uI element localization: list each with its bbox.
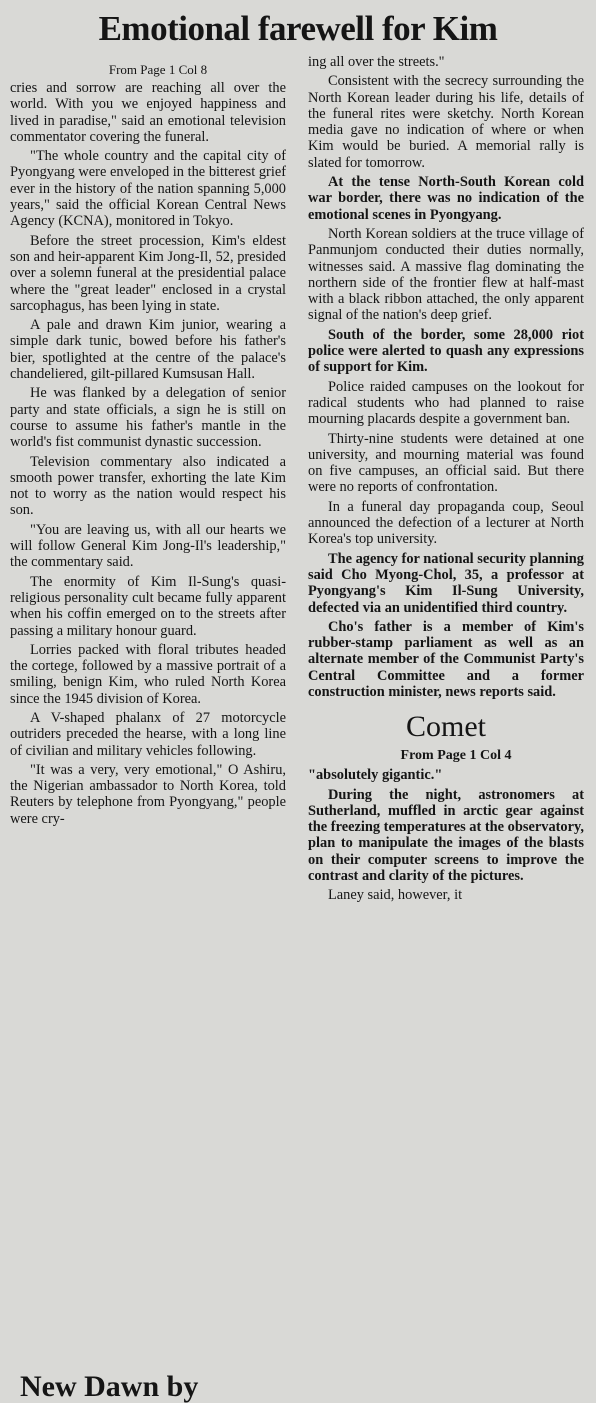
left-column (10, 62, 286, 1382)
paragraph: "absolutely gigantic." (308, 767, 443, 784)
paragraph: The agency for national security planning said Cho Myong-Chol, 35, a professor at Pyongyang's Kim Il-Sung University, defected via an unidentified third country. (308, 550, 584, 616)
headline: Emotional farewell for Kim (98, 9, 498, 48)
paragraph: "You are leaving us, with all our hearts we will follow General Kim Jong-Il's leadership," the commentary said. (10, 521, 286, 571)
paragraph: During the night, astronomers at Sutherland, muffled in arctic gear against the freezing temperatures at the observatory, plan to manipulate the images of the blasts on their computer screens to improve the contrast and clarity of the pictures. (308, 786, 584, 885)
paragraph: "The whole country and the capital city of Pyongyang were enveloped in the bitterest grief ever in the history of the nation spanning 5,000 years," said the official Korean Central News Agency (KCNA), monitored in Tokyo. (10, 148, 286, 230)
paragraph: The enormity of Kim Il-Sung's quasi-religious personality cult became fully apparent when his coffin emerged on to the streets after passing a military honour guard. (10, 573, 286, 639)
paragraph: A V-shaped phalanx of 27 motorcycle outriders preceded the hearse, with a long line of civilian and military vehicles following. (10, 709, 286, 759)
jump-line-left: From Page 1 Col 8 (108, 62, 208, 77)
paragraph: Television commentary also indicated a smooth power transfer, exhorting the late Kim not to worry as the nation would respect his son. (10, 453, 286, 519)
paragraph: At the tense North-South Korean cold war border, there was no indication of the emotional scenes in Pyongyang. (308, 174, 584, 223)
paragraph: "It was a very, very emotional," O Ashiru, the Nigerian ambassador to North Korea, told Reuters by telephone from Pyongyang," people were cry- (10, 761, 286, 827)
paragraph: A pale and drawn Kim junior, wearing a simple dark tunic, bowed before his father's bier, spotlighted at the centre of the palace's chandeliered, gilt-pillared Kumsusan Hall. (10, 317, 286, 383)
paragraph: South of the border, some 28,000 riot police were alerted to quash any expressions of support for Kim. (308, 326, 584, 376)
jump-line-comet: From Page 1 Col 4 (400, 748, 512, 764)
paragraph: Consistent with the secrecy surrounding the North Korean leader during his life, details of the funeral rites were sketchy. North Korean media gave no indication of where or when Kim would be buried. A memorial rally is slated for tomorrow. (308, 73, 584, 171)
paragraph: North Korean soldiers at the truce village of Panmunjom conducted their duties normally, witnesses said. A massive flag dominating the northern side of the frontier flew at half-mast with a black ribbon attached, the only apparent signal of the nation's deep grief. (308, 225, 584, 324)
paragraph: Before the street procession, Kim's eldest son and heir-apparent Kim Jong-Il, 52, presided over a solemn funeral at the presidential palace where the "great leader" enclosed in a crystal sarcophagus, has been lying in state. (10, 232, 286, 314)
paragraph: He was flanked by a delegation of senior party and state officials, a sign he is still on course to assume his father's mantle in the world's fist communist dynastic succession. (10, 385, 286, 451)
paragraph: In a funeral day propaganda coup, Seoul announced the defection of a lecturer at North Korea's top university. (308, 498, 584, 548)
paragraph: ing all over the streets." (308, 54, 445, 70)
paragraph: Lorries packed with floral tributes headed the cortege, followed by a massive portrait of a smiling, benign Kim, who ruled North Korea since the 1945 division of Korea. (10, 641, 286, 707)
paragraph: Laney said, however, it (328, 887, 463, 904)
paragraph: cries and sorrow are reaching all over the world. With you we enjoyed happiness and lived in paradise," said an emotional television commentator covering the funeral. (10, 80, 286, 145)
comet-subhead: Comet (406, 710, 486, 744)
next-headline-fragment: New Dawn by (20, 1370, 199, 1403)
paragraph: Thirty-nine students were detained at one university, and mourning material was found on five campuses, an official said. But there were no reports of confrontation. (308, 430, 584, 496)
right-column (308, 54, 584, 1374)
paragraph: Cho's father is a member of Kim's rubber-stamp parliament as well as an alternate member of the Communist Party's Central Committee and a former construction minister, news reports said. (308, 618, 584, 700)
paragraph: Police raided campuses on the lookout for radical students who had planned to raise mourning placards despite a government ban. (308, 378, 584, 428)
